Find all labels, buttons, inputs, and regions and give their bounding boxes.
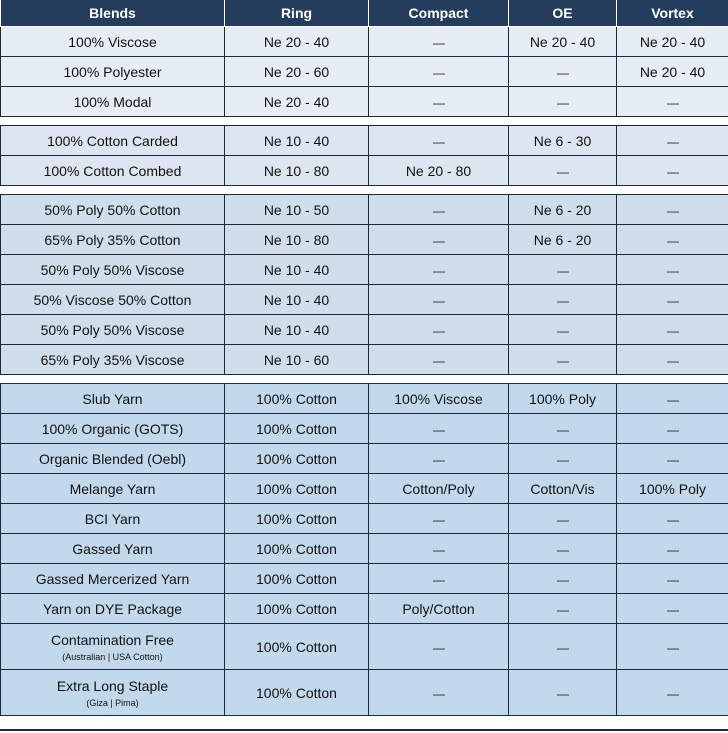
- cell-blend: [1, 474, 225, 504]
- cell-vortex: [617, 195, 728, 225]
- cell-oe: [509, 195, 617, 225]
- cell-compact: [369, 87, 509, 117]
- cell-oe-text: ----: [556, 65, 569, 80]
- cell-vortex-text: ----: [666, 134, 679, 149]
- cell-oe-text: ----: [556, 572, 569, 587]
- cell-oe-text: ----: [556, 164, 569, 179]
- table-row: [1, 285, 728, 315]
- table-row: [1, 195, 728, 225]
- cell-vortex-text: ----: [666, 293, 679, 308]
- header-compact: Compact: [369, 0, 509, 27]
- cell-ring-text: Ne 10 - 80: [263, 231, 330, 248]
- table-row: [1, 255, 728, 285]
- cell-compact: [369, 384, 509, 414]
- cell-blend: [1, 594, 225, 624]
- cell-vortex-text: Ne 20 - 40: [639, 63, 706, 80]
- cell-compact: [369, 225, 509, 255]
- cell-vortex: [617, 534, 728, 564]
- cell-oe: [509, 126, 617, 156]
- cell-blend: [1, 126, 225, 156]
- cell-compact: [369, 27, 509, 57]
- cell-vortex-text: 100% Poly: [639, 480, 706, 497]
- cell-ring-text: 100% Cotton: [256, 638, 337, 655]
- cell-vortex-text: ----: [666, 686, 679, 701]
- cell-vortex: [617, 285, 728, 315]
- cell-compact-text: ----: [432, 134, 445, 149]
- cell-blend-text: Melange Yarn: [69, 480, 156, 497]
- cell-ring: [225, 564, 369, 594]
- cell-blend: [1, 255, 225, 285]
- cell-compact-text: ----: [432, 542, 445, 557]
- cell-blend-subtitle: (Giza | Pima): [86, 697, 139, 708]
- cell-compact: [369, 564, 509, 594]
- cell-blend-text: Gassed Mercerized Yarn: [35, 570, 190, 587]
- cell-compact-text: ----: [432, 263, 445, 278]
- cell-ring: [225, 594, 369, 624]
- cell-ring-text: Ne 20 - 40: [263, 93, 330, 110]
- cell-ring: [225, 414, 369, 444]
- cell-blend-text: 50% Poly 50% Cotton: [44, 201, 181, 218]
- cell-ring: [225, 285, 369, 315]
- cell-compact-text: ----: [432, 422, 445, 437]
- table-row: [1, 414, 728, 444]
- cell-oe: [509, 414, 617, 444]
- group-separator-cell: [1, 186, 728, 195]
- cell-vortex-text: ----: [666, 512, 679, 527]
- cell-compact-text: ----: [432, 35, 445, 50]
- cell-vortex-text: ----: [666, 95, 679, 110]
- cell-vortex: [617, 414, 728, 444]
- cell-compact: [369, 474, 509, 504]
- table-row: [1, 670, 728, 716]
- cell-vortex: [617, 504, 728, 534]
- cell-oe: [509, 87, 617, 117]
- table-row: [1, 126, 728, 156]
- cell-blend-text: 100% Cotton Carded: [47, 132, 178, 149]
- cell-ring-text: 100% Cotton: [256, 390, 337, 407]
- table-row: [1, 156, 728, 186]
- cell-vortex-text: ----: [666, 422, 679, 437]
- cell-blend-text: 50% Poly 50% Viscose: [40, 261, 185, 278]
- cell-blend: [1, 195, 225, 225]
- cell-ring: [225, 315, 369, 345]
- cell-blend-text: Organic Blended (Oebl): [38, 450, 187, 467]
- cell-oe-text: ----: [556, 422, 569, 437]
- cell-oe: [509, 594, 617, 624]
- cell-oe-text: ----: [556, 293, 569, 308]
- table-row: [1, 87, 728, 117]
- cell-oe-text: ----: [556, 323, 569, 338]
- cell-compact-text: ----: [432, 233, 445, 248]
- cell-vortex: [617, 444, 728, 474]
- cell-ring-text: Ne 10 - 40: [263, 291, 330, 308]
- cell-oe-text: ----: [556, 686, 569, 701]
- table-row: [1, 564, 728, 594]
- cell-vortex-text: ----: [666, 164, 679, 179]
- cell-ring: [225, 57, 369, 87]
- cell-ring: [225, 195, 369, 225]
- cell-oe: [509, 624, 617, 670]
- cell-compact: [369, 534, 509, 564]
- cell-blend-text: Yarn on DYE Package: [42, 600, 183, 617]
- cell-ring: [225, 126, 369, 156]
- cell-oe-text: Cotton/Vis: [530, 480, 595, 497]
- cell-blend: [1, 534, 225, 564]
- cell-blend: [1, 87, 225, 117]
- cell-oe-text: ----: [556, 542, 569, 557]
- cell-ring: [225, 87, 369, 117]
- cell-oe: [509, 444, 617, 474]
- cell-ring: [225, 474, 369, 504]
- cell-oe: [509, 315, 617, 345]
- cell-vortex-text: ----: [666, 233, 679, 248]
- cell-oe-text: ----: [556, 353, 569, 368]
- cell-oe: [509, 57, 617, 87]
- cell-oe: [509, 504, 617, 534]
- cell-blend-text: 50% Poly 50% Viscose: [40, 321, 185, 338]
- table-row: [1, 534, 728, 564]
- cell-oe-text: Ne 6 - 20: [533, 231, 592, 248]
- cell-compact-text: ----: [432, 323, 445, 338]
- header-vortex: Vortex: [617, 0, 728, 27]
- cell-ring: [225, 345, 369, 375]
- header-blends: Blends: [1, 0, 225, 27]
- cell-compact: [369, 57, 509, 87]
- cell-blend: [1, 444, 225, 474]
- cell-blend: [1, 315, 225, 345]
- cell-compact: [369, 345, 509, 375]
- cell-ring-text: Ne 10 - 40: [263, 132, 330, 149]
- cell-oe: [509, 255, 617, 285]
- cell-vortex: [617, 87, 728, 117]
- cell-oe: [509, 285, 617, 315]
- cell-compact-text: ----: [432, 203, 445, 218]
- cell-ring-text: 100% Cotton: [256, 684, 337, 701]
- cell-compact-text: ----: [432, 95, 445, 110]
- cell-ring-text: Ne 20 - 60: [263, 63, 330, 80]
- cell-compact-text: ----: [432, 353, 445, 368]
- cell-ring: [225, 255, 369, 285]
- header-row: [1, 0, 728, 27]
- cell-oe: [509, 474, 617, 504]
- cell-blend-text: Extra Long Staple: [56, 677, 169, 694]
- table-row: [1, 594, 728, 624]
- group-separator-cell: [1, 375, 728, 384]
- table-row: [1, 27, 728, 57]
- table-row: [1, 57, 728, 87]
- cell-blend-text: 100% Organic (GOTS): [41, 420, 184, 437]
- table-row: [1, 225, 728, 255]
- cell-vortex-text: Ne 20 - 40: [639, 33, 706, 50]
- group-separator: [1, 117, 728, 126]
- cell-vortex: [617, 564, 728, 594]
- cell-oe-text: ----: [556, 95, 569, 110]
- cell-vortex: [617, 594, 728, 624]
- table-row: [1, 444, 728, 474]
- cell-compact: [369, 504, 509, 534]
- cell-oe-text: ----: [556, 640, 569, 655]
- cell-blend: [1, 57, 225, 87]
- cell-oe: [509, 534, 617, 564]
- cell-compact: [369, 594, 509, 624]
- cell-oe-text: Ne 6 - 20: [533, 201, 592, 218]
- cell-compact-text: Poly/Cotton: [402, 600, 475, 617]
- cell-vortex: [617, 474, 728, 504]
- cell-ring-text: 100% Cotton: [256, 450, 337, 467]
- cell-blend-text: 100% Modal: [73, 93, 152, 110]
- cell-ring-text: 100% Cotton: [256, 540, 337, 557]
- cell-ring-text: Ne 10 - 80: [263, 162, 330, 179]
- cell-compact-text: ----: [432, 686, 445, 701]
- cell-vortex-text: ----: [666, 602, 679, 617]
- cell-vortex: [617, 384, 728, 414]
- cell-compact-text: ----: [432, 512, 445, 527]
- cell-compact: [369, 285, 509, 315]
- cell-blend: [1, 285, 225, 315]
- cell-vortex: [617, 126, 728, 156]
- table-bottom-border: [0, 729, 728, 731]
- cell-oe: [509, 384, 617, 414]
- cell-ring-text: 100% Cotton: [256, 420, 337, 437]
- cell-vortex: [617, 345, 728, 375]
- cell-compact-text: ----: [432, 572, 445, 587]
- cell-vortex: [617, 225, 728, 255]
- cell-blend: [1, 27, 225, 57]
- cell-ring: [225, 624, 369, 670]
- cell-ring: [225, 384, 369, 414]
- cell-blend-text: 65% Poly 35% Cotton: [44, 231, 181, 248]
- cell-vortex-text: ----: [666, 640, 679, 655]
- cell-compact-text: ----: [432, 65, 445, 80]
- cell-blend: [1, 384, 225, 414]
- cell-vortex-text: ----: [666, 452, 679, 467]
- cell-vortex-text: ----: [666, 203, 679, 218]
- cell-blend-text: 100% Cotton Combed: [43, 162, 182, 179]
- cell-vortex-text: ----: [666, 263, 679, 278]
- cell-oe-text: ----: [556, 512, 569, 527]
- cell-blend-text: Contamination Free: [51, 631, 174, 648]
- cell-oe: [509, 27, 617, 57]
- cell-oe-text: ----: [556, 452, 569, 467]
- cell-ring-text: Ne 20 - 40: [263, 33, 330, 50]
- cell-vortex: [617, 156, 728, 186]
- cell-vortex: [617, 255, 728, 285]
- cell-blend: [1, 345, 225, 375]
- cell-blend: [1, 624, 225, 670]
- cell-blend-text: Gassed Yarn: [72, 540, 153, 557]
- cell-ring: [225, 670, 369, 716]
- cell-oe: [509, 345, 617, 375]
- cell-vortex-text: ----: [666, 392, 679, 407]
- cell-vortex-text: ----: [666, 353, 679, 368]
- table-row: [1, 474, 728, 504]
- cell-vortex-text: ----: [666, 572, 679, 587]
- cell-vortex: [617, 27, 728, 57]
- cell-ring: [225, 27, 369, 57]
- cell-compact: [369, 195, 509, 225]
- cell-blend: [1, 414, 225, 444]
- cell-ring-text: 100% Cotton: [256, 600, 337, 617]
- table-row: [1, 345, 728, 375]
- cell-blend-text: 100% Viscose: [68, 33, 157, 50]
- cell-ring: [225, 156, 369, 186]
- cell-blend-text: 65% Poly 35% Viscose: [40, 351, 185, 368]
- cell-blend: [1, 225, 225, 255]
- group-separator: [1, 186, 728, 195]
- cell-vortex: [617, 315, 728, 345]
- cell-compact-text: 100% Viscose: [394, 390, 483, 407]
- cell-ring: [225, 225, 369, 255]
- cell-blend-text: 50% Viscose 50% Cotton: [33, 291, 192, 308]
- cell-ring-text: 100% Cotton: [256, 570, 337, 587]
- cell-blend: [1, 156, 225, 186]
- cell-compact: [369, 315, 509, 345]
- cell-compact-text: Ne 20 - 80: [405, 162, 472, 179]
- cell-ring: [225, 444, 369, 474]
- cell-oe-text: ----: [556, 263, 569, 278]
- cell-blend: [1, 670, 225, 716]
- cell-ring-text: 100% Cotton: [256, 480, 337, 497]
- cell-oe: [509, 564, 617, 594]
- cell-ring-text: 100% Cotton: [256, 510, 337, 527]
- cell-compact-text: ----: [432, 452, 445, 467]
- group-separator-cell: [1, 117, 728, 126]
- cell-oe-text: ----: [556, 602, 569, 617]
- header-oe: OE: [509, 0, 617, 27]
- cell-blend: [1, 504, 225, 534]
- cell-blend-subtitle: (Australian | USA Cotton): [62, 651, 163, 662]
- cell-compact: [369, 126, 509, 156]
- table-body: [1, 27, 728, 716]
- group-separator: [1, 375, 728, 384]
- cell-vortex: [617, 624, 728, 670]
- cell-compact: [369, 414, 509, 444]
- cell-compact: [369, 156, 509, 186]
- cell-compact: [369, 670, 509, 716]
- cell-vortex-text: ----: [666, 542, 679, 557]
- cell-oe: [509, 225, 617, 255]
- cell-ring-text: Ne 10 - 40: [263, 261, 330, 278]
- cell-blend-text: 100% Polyester: [63, 63, 162, 80]
- cell-compact: [369, 255, 509, 285]
- cell-oe-text: 100% Poly: [529, 390, 596, 407]
- cell-blend-text: Slub Yarn: [82, 390, 143, 407]
- cell-vortex-text: ----: [666, 323, 679, 338]
- cell-compact-text: Cotton/Poly: [402, 480, 475, 497]
- cell-ring: [225, 504, 369, 534]
- cell-oe: [509, 156, 617, 186]
- cell-oe-text: Ne 6 - 30: [533, 132, 592, 149]
- cell-compact: [369, 624, 509, 670]
- cell-ring-text: Ne 10 - 60: [263, 351, 330, 368]
- cell-ring-text: Ne 10 - 40: [263, 321, 330, 338]
- cell-oe-text: Ne 20 - 40: [529, 33, 596, 50]
- table-row: [1, 384, 728, 414]
- cell-blend-text: BCI Yarn: [84, 510, 141, 527]
- cell-blend: [1, 564, 225, 594]
- cell-oe: [509, 670, 617, 716]
- cell-compact-text: ----: [432, 640, 445, 655]
- cell-compact-text: ----: [432, 293, 445, 308]
- cell-ring-text: Ne 10 - 50: [263, 201, 330, 218]
- cell-ring: [225, 534, 369, 564]
- table-row: [1, 315, 728, 345]
- cell-vortex: [617, 57, 728, 87]
- cell-compact: [369, 444, 509, 474]
- cell-vortex: [617, 670, 728, 716]
- table-row: [1, 504, 728, 534]
- header-ring: Ring: [225, 0, 369, 27]
- table-row: [1, 624, 728, 670]
